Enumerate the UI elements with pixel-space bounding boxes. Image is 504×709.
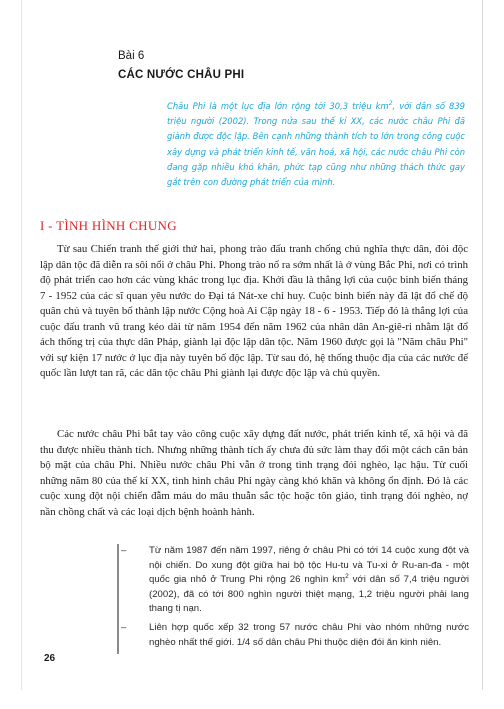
- page-number: 26: [44, 653, 56, 664]
- intro-summary: [167, 99, 465, 190]
- note-dash-1: –: [121, 545, 127, 556]
- lesson-title: CÁC NƯỚC CHÂU PHI: [118, 69, 245, 81]
- section-heading: I - TÌNH HÌNH CHUNG: [40, 218, 177, 233]
- intro-text-part1: Châu Phi là một lục địa lớn rộng tới 30,3 triệu km: [167, 101, 389, 111]
- side-notes: [117, 544, 469, 654]
- note-item-2: [119, 621, 469, 650]
- note-2-text: Liên hợp quốc xếp 32 trong 57 nước châu Phi vào nhóm những nước nghèo nhất thế giới. 1/4 số dân châu Phi thuộc diện đói ăn kinh niên.: [149, 621, 469, 648]
- intro-text-part2: , với dân số 839 triệu người (2002). Trong nửa sau thế kỉ XX, các nước châu Phi đã giành được độc lập. Bên cạnh những thành tích to lớn trong công cuộc xây dựng và phát triển kinh tế, văn hoá, xã hội, các nước châu Phi còn đang gặp nhiều khó khăn, phức tạp cũng như những thách thức gay gắt trên con đường phát triển của mình.: [167, 101, 465, 188]
- note-1-part1: Từ năm 1987 đến năm 1997, riêng ở châu Phi có tới 14 cuộc xung đột và nội chiến. Do xung đột giữa hai bộ tộc Hu-tu và Tu-xi ở Ru-an-đa - một quốc gia nhỏ ở Trung Phi rộng 26 nghìn km: [149, 545, 469, 586]
- body-paragraph-1: Từ sau Chiến tranh thế giới thứ hai, phong trào đấu tranh chống chủ nghĩa thực dân, đòi độc lập dân tộc đã diễn ra sôi nổi ở châu Phi. Phong trào nổ ra sớm nhất là ở vùng Bắc Phi, nơi có trình độ phát triển cao hơn các vùng khác trong lục địa. Khởi đầu là thắng lợi của cuộc binh biến tháng 7 - 1952 của các sĩ quan yêu nước do Đại tá Nát-xe chỉ huy. Cuộc binh biến này đã lật đổ chế độ quân chủ và tuyên bố thành lập nước Cộng hoà Ai Cập ngày 18 - 6 - 1953. Tiếp đó là thắng lợi của cuộc đấu tranh vũ trang kéo dài từ năm 1954 đến năm 1962 của nhân dân An-giê-ri nhằm lật đổ ách thống trị của thực dân Pháp, giành lại độc lập dân tộc. Năm 1960 được gọi là "Năm châu Phi" với sự kiện 17 nước ở lục địa này tuyên bố độc lập. Từ sau đó, hệ thống thuộc địa của các nước đế quốc lần lượt tan rã, các dân tộc châu Phi giành lại được độc lập và chủ quyền.: [40, 243, 468, 380]
- lesson-label: Bài 6: [118, 50, 145, 62]
- note-1-part2: với dân số 7,4 triệu người (2002), đã có tới 800 nghìn người thiệt mạng, 1,2 triệu người phải lang thang tị nạn.: [149, 574, 469, 615]
- body-paragraph-2: Các nước châu Phi bắt tay vào công cuộc xây dựng đất nước, phát triển kinh tế, xã hội và đã thu được nhiều thành tích. Nhưng những thành tích ấy chưa đủ sức làm thay đổi một cách căn bản bộ mặt của châu Phi. Nhiều nước châu Phi vẫn ở trong tình trạng đói nghèo, lạc hậu. Từ cuối những năm 80 của thế kỉ XX, tình hình châu Phi ngày càng khó khăn và không ổn định. Đó là các cuộc xung đột nội chiến đẫm máu do mâu thuẫn sắc tộc hoặc tôn giáo, tình trạng đói nghèo, nợ nần chồng chất và các loại dịch bệnh hoành hành.: [40, 428, 468, 518]
- note-item-1: [119, 544, 469, 617]
- intro-superscript: 2: [388, 100, 393, 108]
- note-1-superscript: 2: [345, 573, 349, 580]
- note-dash-2: –: [121, 621, 127, 633]
